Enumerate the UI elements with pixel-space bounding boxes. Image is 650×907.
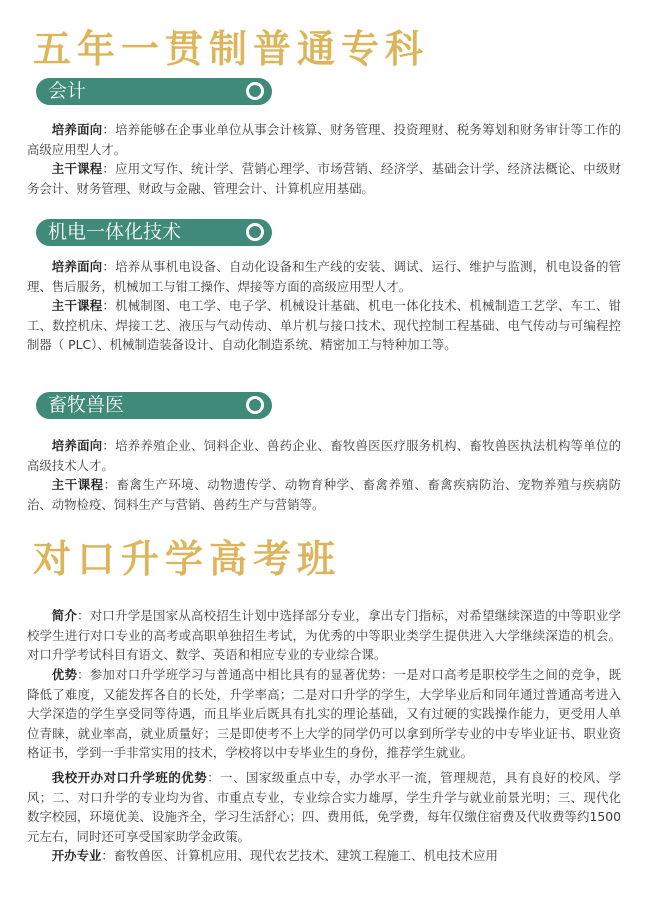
para-label: 我校开办对口升学班的优势 — [51, 770, 208, 785]
para-label: 优势 — [51, 667, 78, 682]
section-title: 五年一贯制普通专科 — [33, 27, 430, 71]
goal-text: ：培养能够在企事业单位从事会计核算、财务管理、投资理财、税务筹划和财务审计等工作的高级应用型人才。 — [27, 122, 622, 157]
major-header-animal-husbandry — [36, 392, 272, 419]
major-header-mechatronics — [36, 219, 272, 246]
para-label: 开办专业 — [51, 848, 102, 863]
para-text: ：一、国家级重点中专，办学水平一流，管理规范，具有良好的校风、学风；二、对口升学的专业均为省、市重点专业，专业综合实力雄厚，学生升学与就业前景光明；三、现代化数字校园，环境优美、设施齐全，学习生活舒心；四、费用低，免学费，每年仅缴住宿费及代收费等约1500元左右，同时还可享受国家助学金政策。 — [27, 770, 622, 844]
section-title: 对口升学高考班 — [33, 537, 342, 581]
courses-label: 主干课程 — [51, 161, 103, 176]
offered-majors-paragraph — [27, 846, 621, 866]
major-goal — [27, 436, 621, 475]
major-header-accounting — [36, 78, 272, 105]
courses-label: 主干课程 — [51, 298, 103, 313]
para-text: ：对口升学是国家从高校招生计划中选择部分专业，拿出专门指标，对希望继续深造的中等职业学校学生进行对口专业的高考或高职单独招生考试，为优秀的中等职业类学生提供进入大学继续深造的机会。对口升学考试科目有语文、数学、英语和相应专业的专业综合课。 — [27, 608, 622, 662]
major-courses — [27, 159, 621, 198]
courses-text: ：畜禽生产环境、动物遗传学、动物育种学、畜禽养殖、畜禽疾病防治、宠物养殖与疾病防治、动物检疫、饲料生产与营销、兽药生产与营销等。 — [27, 477, 621, 512]
goal-label: 培养面向 — [51, 122, 103, 137]
para-text: ：参加对口升学班学习与普通高中相比具有的显著优势：一是对口高考是职校学生之间的竞争，既降低了难度，又能发挥各自的长处，升学率高；二是对口升学的学生，大学毕业后和同年通过普通高考进入大学深造的学生享受同等待遇，而且毕业后既具有扎实的理论基础，又有过硬的实践操作能力，更受用人单位青睐，就业率高，就业质量好；三是即使考不上大学的同学仍可以拿到所学专业的中专毕业证书、职业资格证书，学到一手非常实用的技术，学校将以中专毕业生的身份，推荐学生就业。 — [27, 667, 622, 760]
goal-text: ：培养从事机电设备、自动化设备和生产线的安装、调试、运行、维护与监测，机电设备的管理、售后服务，机械加工与钳工操作、焊接等方面的高级应用型人才。 — [27, 259, 622, 294]
courses-label: 主干课程 — [51, 477, 104, 492]
circle-target-icon — [246, 396, 264, 414]
advantage-paragraph — [27, 665, 621, 763]
para-label: 简介 — [51, 608, 78, 623]
circle-target-icon — [246, 223, 264, 241]
major-goal — [27, 120, 621, 159]
circle-target-icon — [246, 82, 264, 100]
goal-label: 培养面向 — [51, 259, 103, 274]
intro-paragraph — [27, 606, 621, 665]
major-goal — [27, 257, 621, 296]
major-name: 会计 — [48, 80, 87, 102]
school-advantage-paragraph — [27, 768, 621, 846]
major-name: 畜牧兽医 — [48, 394, 125, 416]
major-courses — [27, 296, 621, 355]
goal-label: 培养面向 — [51, 438, 103, 453]
courses-text: ：应用文写作、统计学、营销心理学、市场营销、经济学、基础会计学、经济法概论、中级财务会计、财务管理、财政与金融、管理会计、计算机应用基础。 — [27, 161, 622, 196]
major-courses — [27, 475, 621, 514]
major-name: 机电一体化技术 — [48, 221, 182, 243]
goal-text: ：培养养殖企业、饲料企业、兽药企业、畜牧兽医医疗服务机构、畜牧兽医执法机构等单位的高级技术人才。 — [27, 438, 622, 473]
para-text: ：畜牧兽医、计算机应用、现代农艺技术、建筑工程施工、机电技术应用 — [101, 848, 498, 863]
courses-text: ：机械制图、电工学、电子学、机械设计基础、机电一体化技术、机械制造工艺学、车工、钳工、数控机床、焊接工艺、液压与气动传动、单片机与接口技术、现代控制工程基础、电气传动与可编程控制器（ PLC）、机械制造装备设计、自动化制造系统、精密加工与特种加工等。 — [27, 298, 622, 352]
